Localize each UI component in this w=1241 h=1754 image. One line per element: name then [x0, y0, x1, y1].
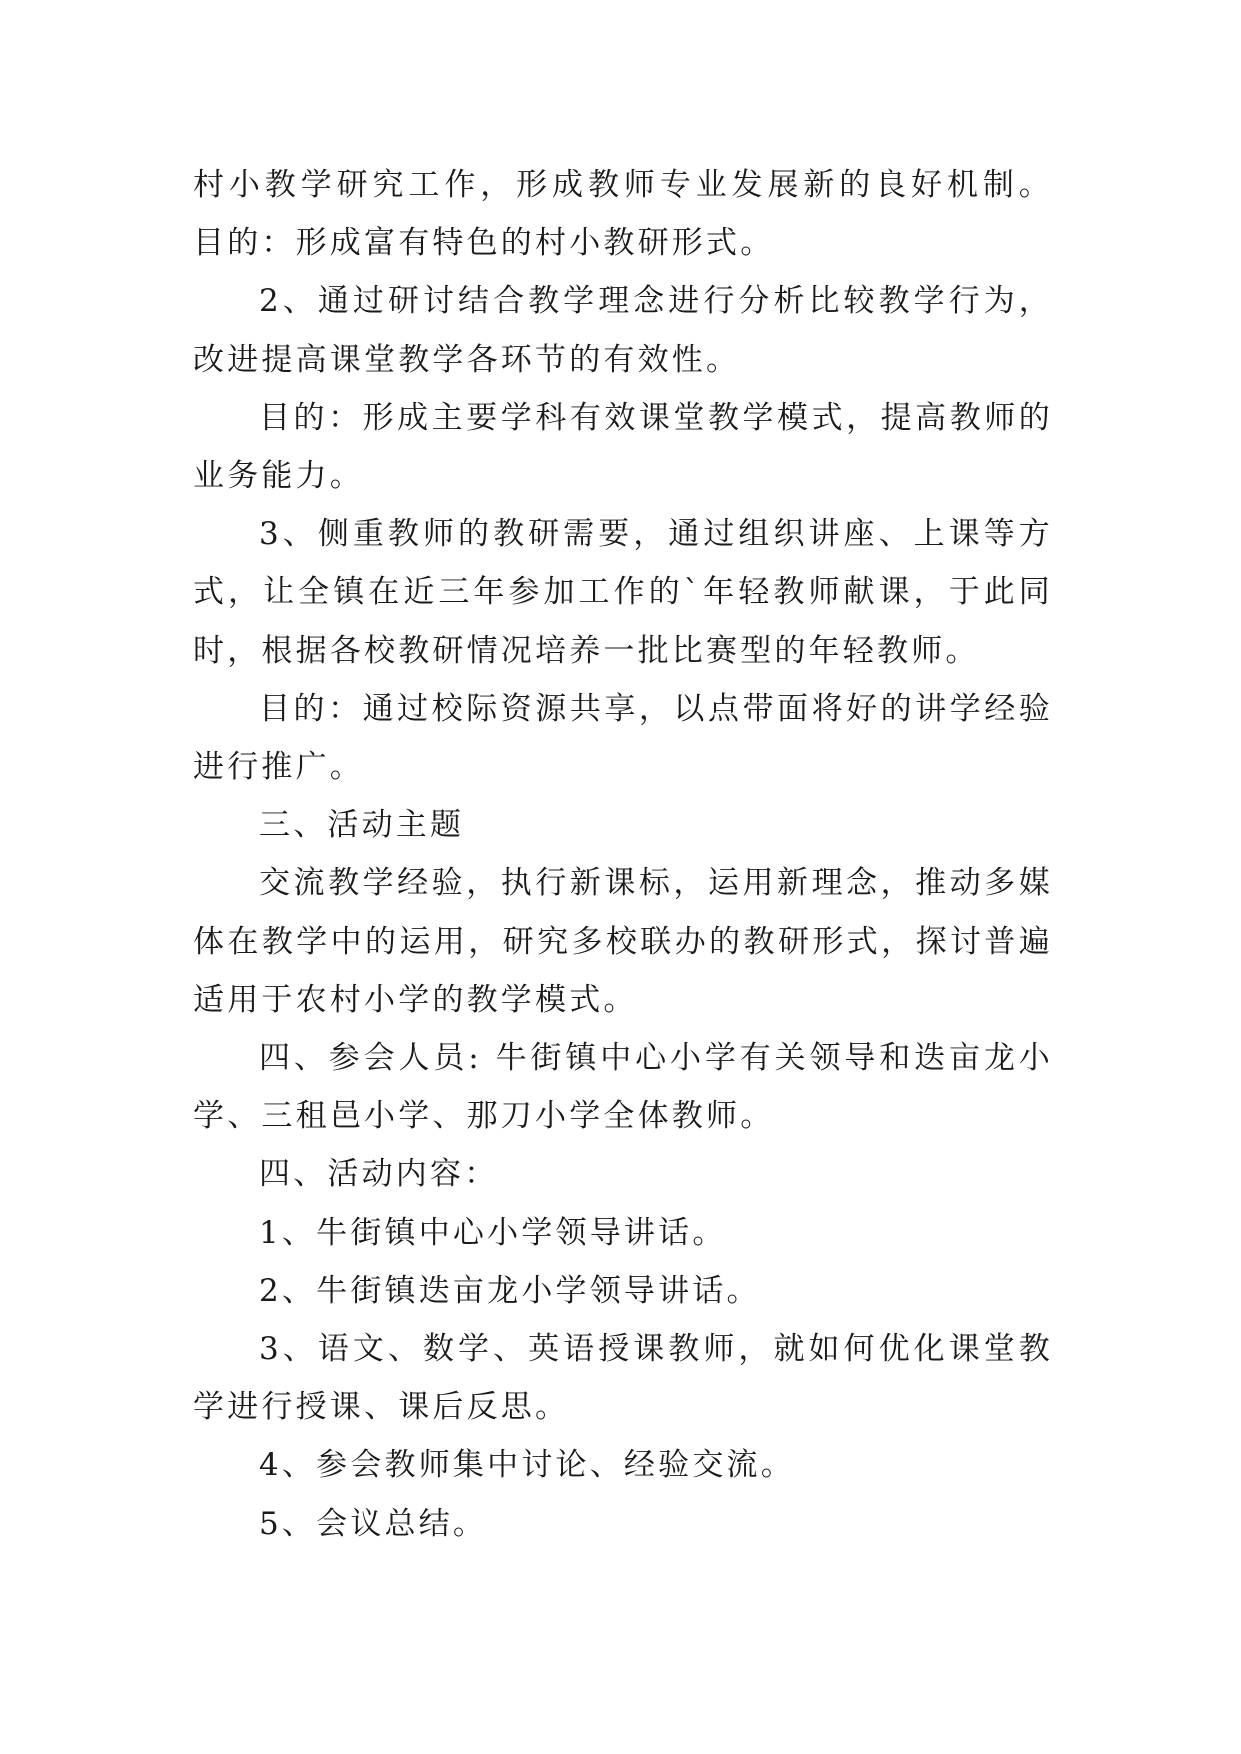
- section-heading: 四、活动内容：: [259, 1156, 499, 1193]
- list-item: 2、牛街镇迭亩龙小学领导讲话。: [259, 1272, 761, 1309]
- paragraph: 村小教学研究工作，形成教师专业发展新的良好机制。 目的：形成富有特色的村小教研形式。: [193, 167, 1053, 262]
- document-body: [193, 156, 1053, 1553]
- paragraph: 四、参会人员: 牛街镇中心小学有关领导和迭亩龙小学、三租邑小学、那刀小学全体教师。: [193, 1040, 1053, 1135]
- list-item: 3、语文、数学、英语授课教师，就如何优化课堂教学进行授课、课后反思。: [193, 1331, 1053, 1426]
- paragraph: 目的：形成主要学科有效课堂教学模式，提高教师的业务能力。: [193, 399, 1053, 495]
- paragraph: 交流教学经验，执行新课标，运用新理念，推动多媒体在教学中的运用，研究多校联办的教研形式，探讨普遍适用于农村小学的教学模式。: [193, 865, 1053, 1018]
- paragraph: 3、侧重教师的教研需要，通过组织讲座、上课等方式，让全镇在近三年参加工作的`年轻教师献课，于此同时，根据各校教研情况培养一批比赛型的年轻教师。: [193, 516, 1053, 669]
- section-heading: 三、活动主题: [259, 807, 465, 844]
- paragraph: 2、通过研讨结合教学理念进行分析比较教学行为，改进提高课堂教学各环节的有效性。: [193, 283, 1053, 378]
- list-item: 5、会议总结。: [259, 1505, 488, 1542]
- list-item: 1、牛街镇中心小学领导讲话。: [259, 1214, 727, 1251]
- list-item: 4、参会教师集中讨论、经验交流。: [259, 1447, 795, 1484]
- paragraph: 目的：通过校际资源共享，以点带面将好的讲学经验进行推广。: [193, 690, 1053, 786]
